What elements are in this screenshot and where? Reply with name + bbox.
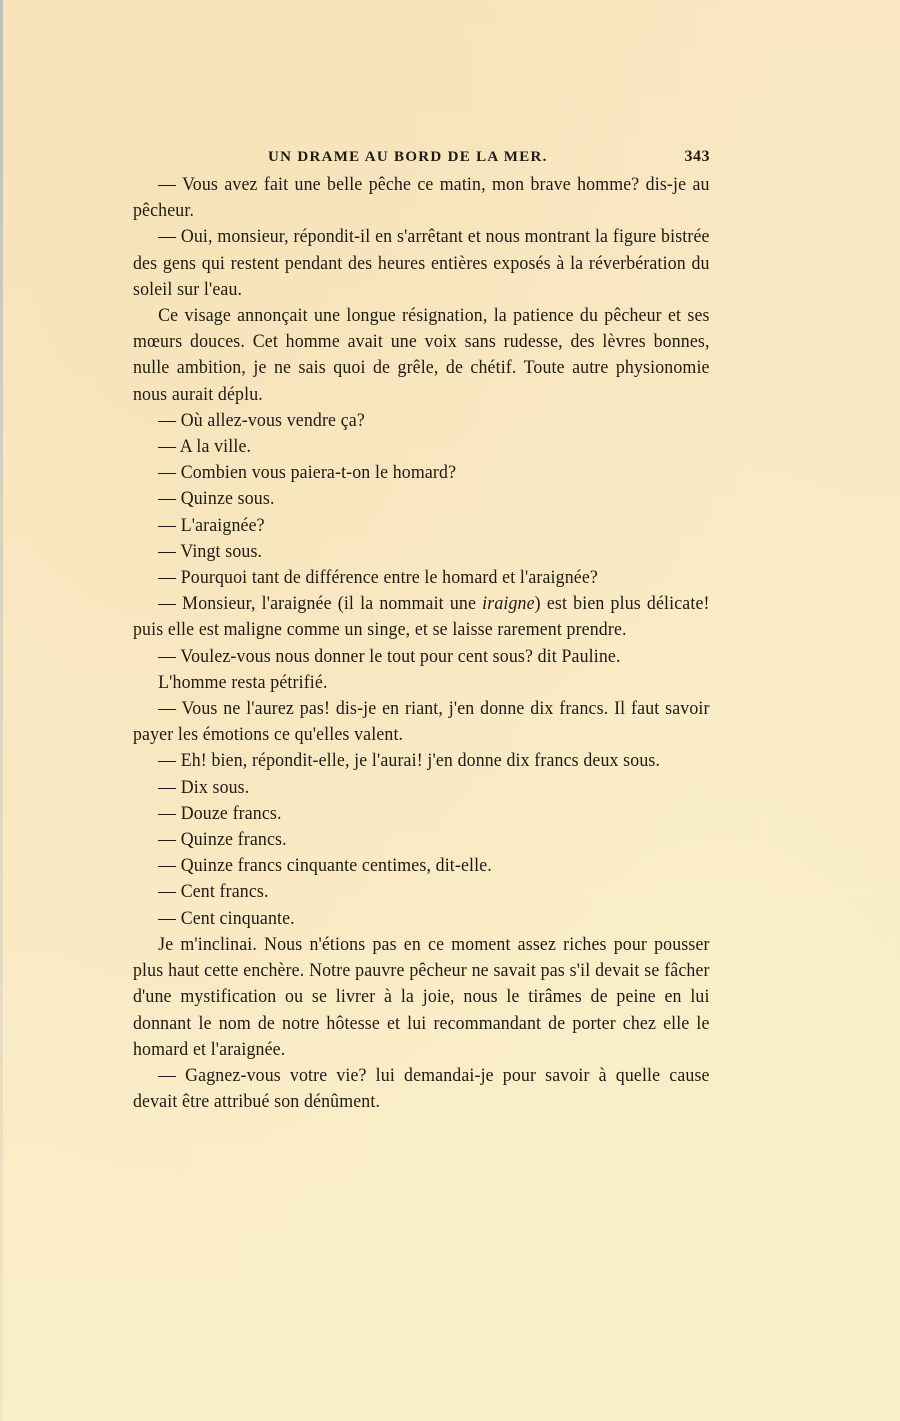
paragraph-text: — Monsieur, l'araignée (il la nommait une [158, 593, 483, 615]
paragraph: — Cent cinquante. [158, 907, 295, 929]
paragraph: — Douze francs. [158, 802, 282, 824]
paragraph: Ce visage annonçait une longue résignation, la patience du pêcheur et ses mœurs douces. Cet homme avait une voix sans rudesse, des lèvres bonnes, nulle ambition, je ne sais quoi de grêle, de chétif. Toute autre physionomie nous aurait déplu. [133, 305, 710, 405]
italic-term: iraigne [482, 593, 535, 615]
paragraph: — Pourquoi tant de différence entre le homard et l'araignée? [158, 567, 598, 589]
running-head-title: UN DRAME AU BORD DE LA MER. [268, 149, 548, 165]
paragraph: — Quinze francs cinquante centimes, dit-elle. [158, 855, 492, 877]
paragraph: — Quinze francs. [158, 829, 287, 851]
running-head [133, 142, 710, 172]
paragraph [133, 591, 710, 643]
scan-edge [0, 0, 3, 1421]
paragraph: — Dix sous. [158, 776, 250, 798]
paragraph: — Quinze sous. [158, 488, 275, 510]
paragraph: — Oui, monsieur, répondit-il en s'arrêtant et nous montrant la figure bistrée des gens qui restent pendant des heures entières exposés à la réverbération du soleil sur l'eau. [133, 226, 710, 300]
paragraph: — Eh! bien, répondit-elle, je l'aurai! j'en donne dix francs deux sous. [158, 750, 661, 772]
paragraph: — Vous ne l'aurez pas! dis-je en riant, j'en donne dix francs. Il faut savoir payer les émotions ce qu'elles valent. [133, 698, 710, 746]
paragraph: — Combien vous paiera-t-on le homard? [158, 462, 457, 484]
paragraph: L'homme resta pétrifié. [158, 671, 328, 693]
page-number: 343 [684, 148, 710, 165]
paragraph: — A la ville. [158, 436, 252, 458]
book-page [133, 142, 710, 1115]
paragraph: — Vingt sous. [158, 540, 263, 562]
paragraph: — Cent francs. [158, 881, 269, 903]
paragraph: — Voulez-vous nous donner le tout pour cent sous? dit Pauline. [158, 645, 621, 667]
paragraph-text: ) est bien plus délicate! puis elle est maligne comme un singe, et se laisse rarement prendre. [133, 593, 710, 641]
paragraph: Je m'inclinai. Nous n'étions pas en ce moment assez riches pour pousser plus haut cette enchère. Notre pauvre pêcheur ne savait pas s'il devait se fâcher d'une mystification ou se livrer à la joie, nous le tirâmes de peine en lui donnant le nom de notre hôtesse et lui recommandant de porter chez elle le homard et l'araignée. [133, 933, 710, 1060]
paragraph: — Gagnez-vous votre vie? lui demandai-je pour savoir à quelle cause devait être attribué son dénûment. [133, 1064, 710, 1113]
paragraph: — Où allez-vous vendre ça? [158, 409, 365, 431]
paragraph: — L'araignée? [158, 514, 265, 536]
body-text [133, 172, 710, 1115]
paragraph: — Vous avez fait une belle pêche ce matin, mon brave homme? dis-je au pêcheur. [133, 174, 710, 222]
